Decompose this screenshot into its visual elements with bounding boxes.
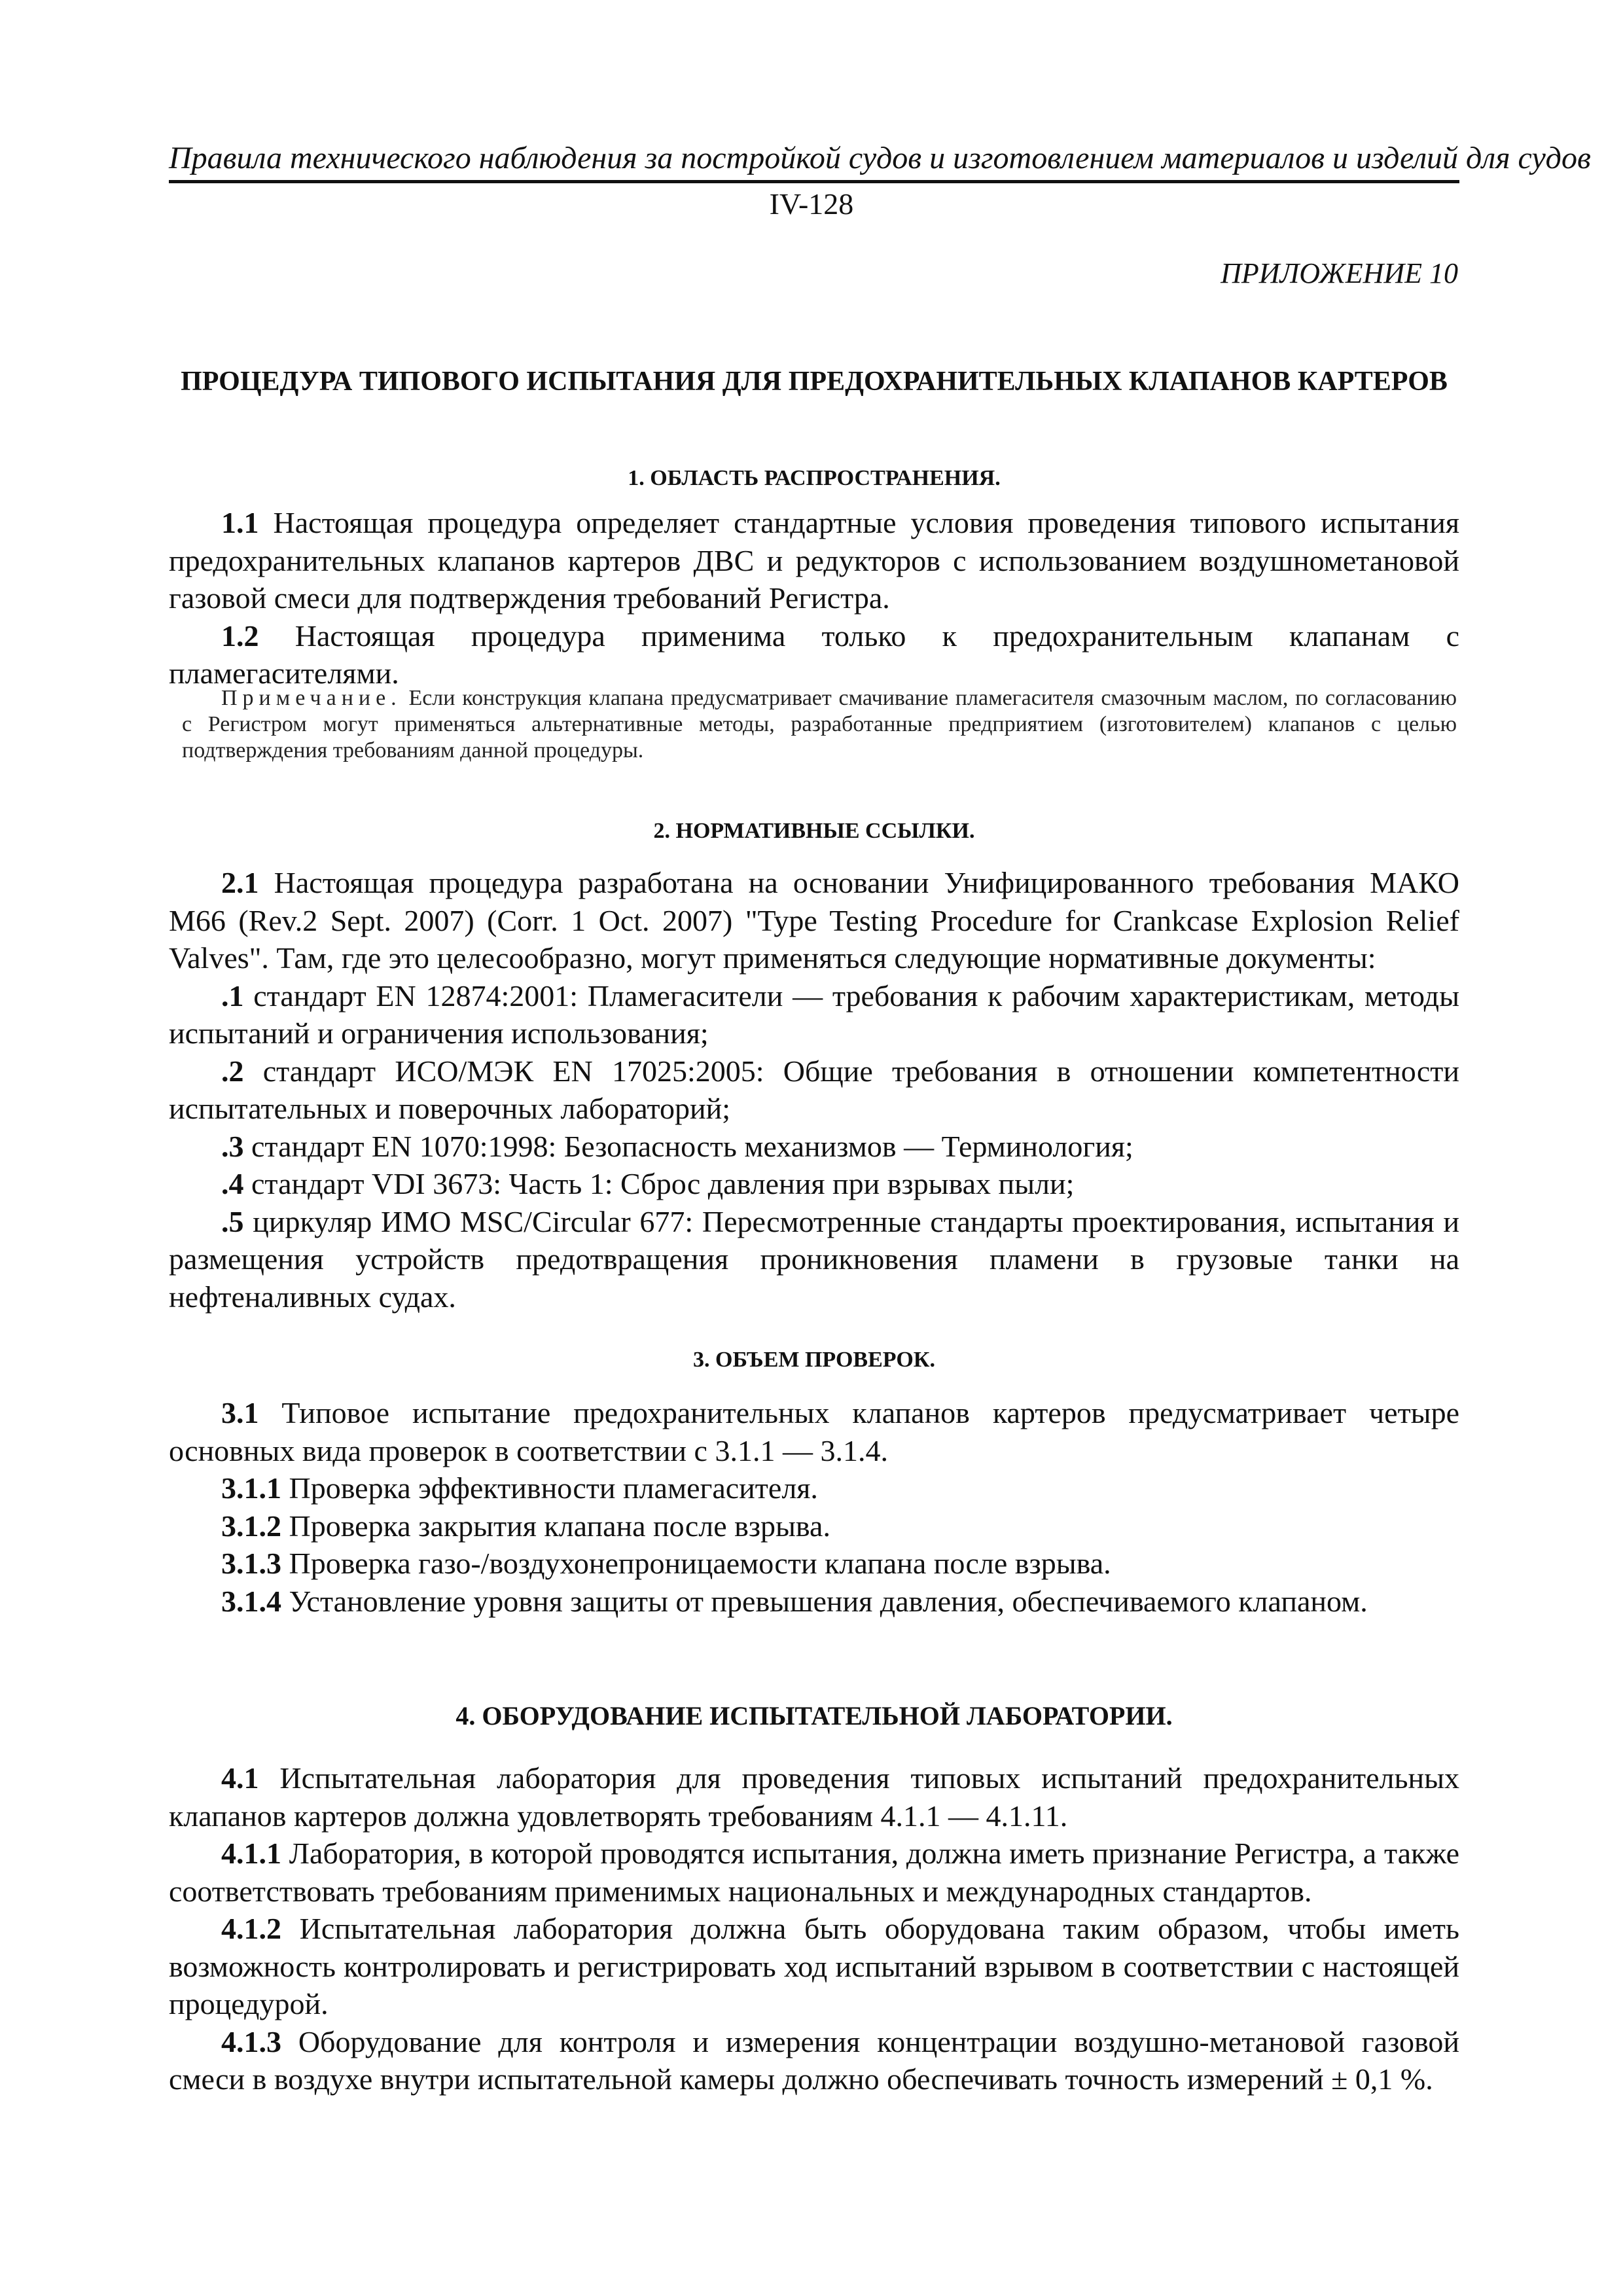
paragraph-number: 1.2 [221, 619, 259, 653]
list-item-number: .3 [221, 1129, 244, 1163]
paragraph-text: Типовое испытание предохранительных клапанов картеров предусматривает четыре основных вида проверок в соответствии с 3.1.1 — 3.1.4. [169, 1396, 1459, 1467]
paragraph-number: 4.1.3 [221, 2024, 281, 2058]
list-item-number: .2 [221, 1054, 244, 1088]
paragraph [169, 1394, 1459, 1469]
section-2-title: 2. НОРМАТИВНЫЕ ССЫЛКИ. [653, 819, 975, 843]
paragraph-text: Установление уровня защиты от превышения давления, обеспечиваемого клапаном. [281, 1584, 1368, 1618]
paragraph-text: Проверка закрытия клапана после взрыва. [281, 1509, 830, 1543]
document-title: ПРОЦЕДУРА ТИПОВОГО ИСПЫТАНИЯ ДЛЯ ПРЕДОХРАНИТЕЛЬНЫХ КЛАПАНОВ КАРТЕРОВ [181, 367, 1448, 397]
paragraph [169, 1583, 1459, 1621]
list-item-number: .4 [221, 1167, 244, 1200]
list-item [169, 1052, 1459, 1128]
note-paragraph [182, 685, 1457, 764]
paragraph-number: 4.1.1 [221, 1837, 281, 1870]
paragraph [169, 617, 1459, 692]
paragraph-number: 3.1.2 [221, 1509, 281, 1543]
paragraph-number: 3.1.3 [221, 1547, 281, 1580]
paragraph-text: Проверка эффективности пламегасителя. [281, 1471, 818, 1505]
paragraph [169, 504, 1459, 617]
list-item-text: стандарт EN 1070:1998: Безопасность механизмов — Терминология; [243, 1129, 1133, 1163]
note-label: Примечание. [221, 686, 402, 710]
paragraph-number: 2.1 [221, 866, 259, 899]
list-item-text: стандарт EN 12874:2001: Пламегасители — требования к рабочим характеристикам, методы испытаний и ограничения использования; [169, 978, 1459, 1050]
paragraph-text: Оборудование для контроля и измерения концентрации воздушно-метановой газовой смеси в воздухе внутри испытательной камеры должно обеспечивать точность измерений ± 0,1 %. [169, 2024, 1459, 2096]
paragraph [169, 1507, 1459, 1545]
header-rule [169, 180, 1459, 183]
section-2-body [169, 864, 1459, 1316]
paragraph [169, 2023, 1459, 2098]
paragraph-text: Настоящая процедура определяет стандартные условия проведения типового испытания предохранительных клапанов картеров ДВС и редукторов с использованием воздушнометановой газовой смеси для подтверждения требований Регистра. [169, 506, 1459, 615]
running-header: Правила технического наблюдения за постройкой судов и изготовлением материалов и изделий для судов [169, 141, 1591, 175]
paragraph [169, 1469, 1459, 1507]
paragraph-text: Лаборатория, в которой проводятся испытания, должна иметь признание Регистра, а также соответствовать требованиям применимых национальных и международных стандартов. [169, 1837, 1459, 1908]
section-1-title: 1. ОБЛАСТЬ РАСПРОСТРАНЕНИЯ. [628, 466, 1001, 490]
list-item-number: .5 [221, 1204, 244, 1238]
list-item [169, 1165, 1459, 1203]
page-number: IV-128 [769, 187, 854, 221]
list-item-text: стандарт VDI 3673: Часть 1: Сброс давления при взрывах пыли; [243, 1167, 1075, 1200]
paragraph-number: 3.1 [221, 1396, 259, 1429]
section-3-body [169, 1394, 1459, 1620]
list-item-text: стандарт ИСО/МЭК EN 17025:2005: Общие требования в отношении компетентности испытательных и поверочных лабораторий; [169, 1054, 1459, 1125]
paragraph-text: Испытательная лаборатория для проведения типовых испытаний предохранительных клапанов картеров должна удовлетворять требованиям 4.1.1 — 4.1.11. [169, 1761, 1459, 1833]
paragraph [169, 1545, 1459, 1583]
paragraph [169, 1910, 1459, 2023]
paragraph [169, 1759, 1459, 1835]
paragraph-text: Проверка газо-/воздухонепроницаемости клапана после взрыва. [281, 1547, 1111, 1580]
list-item [169, 1203, 1459, 1316]
note-text: Если конструкция клапана предусматривает смачивание пламегасителя смазочным маслом, по согласованию с Регистром могут применяться альтернативные методы, разработанные предприятием (изготовителем) клапанов с целью подтверждения требованиям данной процедуры. [182, 686, 1457, 762]
paragraph-text: Испытательная лаборатория должна быть оборудована таким образом, чтобы иметь возможность контролировать и регистрировать ход испытаний взрывом в соответствии с настоящей процедурой. [169, 1912, 1459, 2020]
paragraph [169, 864, 1459, 977]
appendix-label: ПРИЛОЖЕНИЕ 10 [1221, 257, 1458, 289]
paragraph-number: 3.1.4 [221, 1584, 281, 1618]
list-item [169, 977, 1459, 1052]
paragraph [169, 1835, 1459, 1910]
list-item [169, 1128, 1459, 1166]
section-1-body [169, 504, 1459, 692]
paragraph-text: Настоящая процедура разработана на основании Унифицированного требования МАКО M66 (Rev.2 Sept. 2007) (Corr. 1 Oct. 2007) "Type Testing Procedure for Crankcase Explosion Relief Valves". Там, где это целесообразно, могут применяться следующие нормативные документы: [169, 866, 1459, 975]
list-item-text: циркуляр ИМО MSC/Circular 677: Пересмотренные стандарты проектирования, испытания и размещения устройств предотвращения проникновения пламени в грузовые танки на нефтеналивных судах. [169, 1204, 1459, 1314]
section-4-title: 4. ОБОРУДОВАНИЕ ИСПЫТАТЕЛЬНОЙ ЛАБОРАТОРИИ. [455, 1701, 1173, 1731]
paragraph-number: 4.1 [221, 1761, 259, 1795]
paragraph-text: Настоящая процедура применима только к предохранительным клапанам с пламегасителями. [169, 619, 1459, 690]
section-3-title: 3. ОБЪЕМ ПРОВЕРОК. [693, 1348, 935, 1372]
note [182, 685, 1457, 764]
paragraph-number: 4.1.2 [221, 1912, 281, 1945]
list-item-number: .1 [221, 978, 244, 1013]
section-4-body [169, 1759, 1459, 2098]
paragraph-number: 3.1.1 [221, 1471, 281, 1505]
paragraph-number: 1.1 [221, 506, 259, 539]
